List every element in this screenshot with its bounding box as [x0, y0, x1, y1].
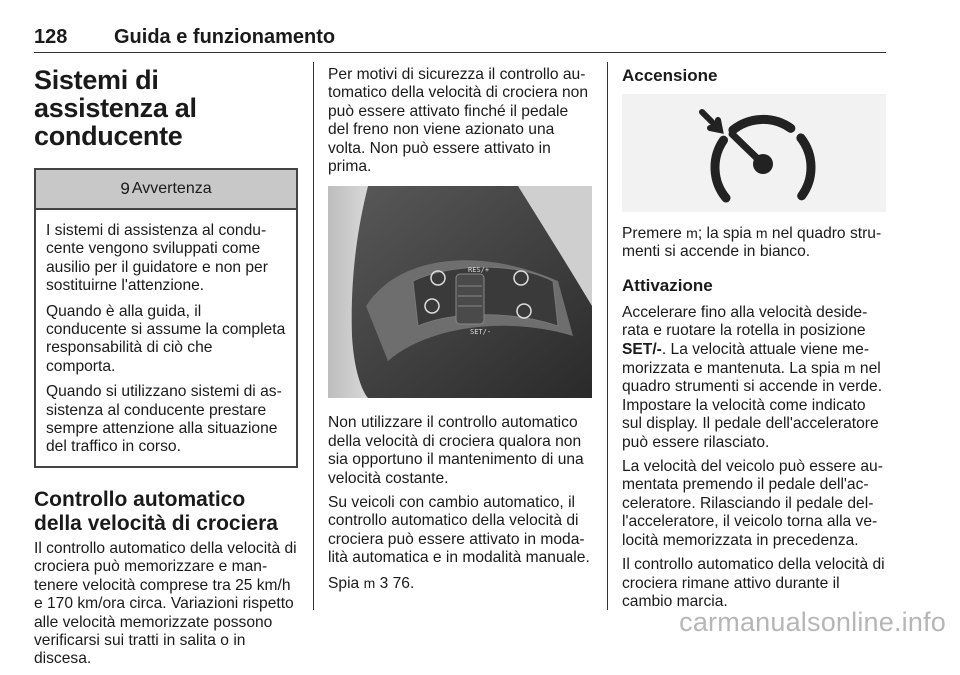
heading-attivazione: Attivazione — [622, 275, 713, 295]
section-title: Sistemi di assistenza al conducente — [34, 65, 197, 151]
heading-accensione: Accensione — [622, 66, 718, 85]
steering-wheel-controls-image — [328, 186, 592, 398]
accensione-paragraph: Premere m; la spia m nel quadro strumenti si accende in bianco. — [622, 225, 882, 261]
warning-title: Avvertenza — [131, 179, 212, 197]
cruise-indicator-icon: m — [843, 360, 856, 377]
set-label: SET/- — [622, 340, 662, 358]
warning-box — [34, 168, 298, 468]
body-paragraph: Non utilizzare il controllo automatico della velocità di crociera qualora non sia opportuno il mantenimento di una velocità costante. — [328, 414, 584, 487]
warning-body — [36, 210, 296, 466]
page-header — [34, 26, 886, 50]
page-number: 128 — [34, 26, 68, 48]
body-paragraph: Il controllo automatico della velocità di crociera rimane attivo durante il cambio marcia. — [622, 556, 885, 610]
wheel-label-lower: SET/- — [470, 328, 492, 337]
column-divider-2 — [607, 62, 608, 610]
cruise-indicator-icon: m — [363, 574, 376, 591]
header-rule — [34, 52, 886, 53]
chapter-title: Guida e funzionamento — [114, 26, 336, 48]
body-paragraph: La velocità del veicolo può essere aumentata premendo il pedale dell'acceleratore. Rilasciando il pedale dell'acceleratore, il veicolo torna alla velocità memorizzata in precedenza. — [622, 458, 883, 549]
column-right — [622, 66, 886, 617]
intro-paragraph: Per motivi di sicurezza il controllo automatico della velocità di crociera non può essere attivato finché il pedale del freno non viene azionato una volta. Non può essere attivato in prima. — [328, 66, 589, 176]
column-left — [34, 66, 298, 675]
cruise-button-glyph-icon: m — [686, 225, 698, 241]
warning-paragraph: I sistemi di assistenza al conducente vengono sviluppati come ausilio per il guidatore e non per sostituirne l'attenzione. — [46, 222, 268, 295]
warning-header — [36, 170, 296, 210]
column-divider-1 — [313, 62, 314, 610]
subsection-title: Controllo automatico della velocità di crociera — [34, 487, 278, 535]
attivazione-paragraph: Accelerare fino alla velocità desiderata e ruotare la rotella in posizione SET/-. La velocità attuale viene memorizzata e mantenuta. La spia m nel quadro strumenti si accende in verde. Impostare la velocità come indicato sul display. Il pedale dell'acceleratore può essere rilasciato. — [622, 303, 883, 451]
reference-page: 76. — [392, 574, 415, 592]
watermark: carmanualsonline.info — [679, 607, 946, 637]
cruise-indicator-icon: m — [755, 225, 768, 241]
body-paragraph: Il controllo automatico della velocità di crociera può memorizzare e mantenere velocità comprese tra 25 km/h e 170 km/ora circa. Variazioni rispetto alle velocità memorizzate possono verificarsi sui tratti in salita o in discesa. — [34, 539, 297, 668]
reference-arrow-icon: 3 — [379, 574, 389, 592]
column-middle — [328, 66, 592, 599]
wheel-label-upper: RES/+ — [468, 266, 490, 275]
body-paragraph: Su veicoli con cambio automatico, il controllo automatico della velocità di crociera può essere attivato in modalità automatica e in modalità manuale. — [328, 494, 590, 567]
warning-icon: 9 — [120, 178, 130, 198]
warning-paragraph: Quando si utilizzano sistemi di assistenza al conducente prestare sempre attenzione alla situazione del traffico in corso. — [46, 383, 282, 456]
reference-line: Spia m 3 76. — [328, 574, 415, 592]
warning-paragraph: Quando è alla guida, il conducente si assume la completa responsabilità di ciò che comporta. — [46, 302, 286, 375]
cruise-control-gauge-image — [622, 94, 886, 212]
